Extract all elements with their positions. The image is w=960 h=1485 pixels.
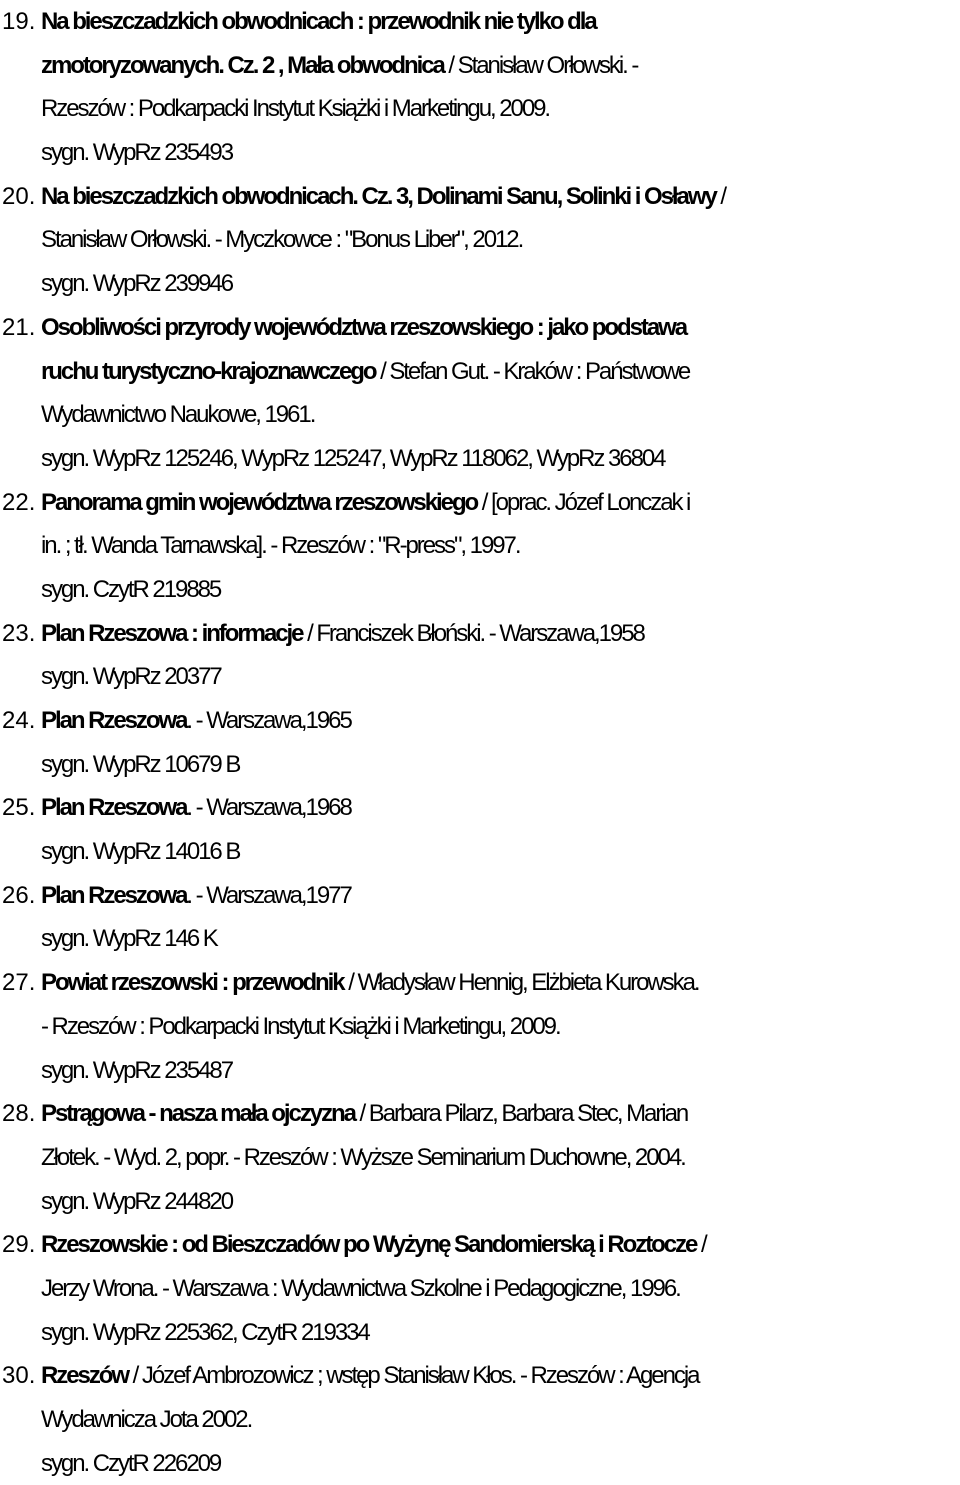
entry-line — [0, 655, 960, 699]
entry-number: 26. — [2, 881, 36, 909]
entry-line — [0, 1136, 960, 1180]
entry-title: Pstrągowa - nasza mała ojczyzna — [41, 1100, 355, 1128]
entry-number: 24. — [2, 707, 36, 734]
entry-line — [0, 874, 960, 918]
entry-text: / Władysław Hennig, Elżbieta Kurowska. — [343, 969, 699, 997]
bibliography-entry — [0, 481, 960, 612]
entry-line — [0, 1311, 960, 1355]
entry-line — [0, 131, 960, 175]
entry-title: Osobliwości przyrody województwa rzeszowskiego : jako podstawa — [41, 313, 687, 341]
entry-number: 28. — [2, 1100, 36, 1128]
entry-number: 23. — [2, 619, 36, 647]
bibliography-entry — [0, 612, 960, 699]
entry-number: 25. — [2, 794, 36, 822]
entry-line — [0, 0, 960, 44]
entry-line — [0, 524, 960, 568]
entry-text: sygn. WypRz 239946 — [41, 270, 233, 298]
entry-text: Jerzy Wrona. - Warszawa : Wydawnictwa Szkolne i Pedagogiczne, 1996. — [41, 1274, 680, 1302]
entry-line — [0, 699, 960, 743]
entry-text: Wydawnicza Jota 2002. — [41, 1406, 252, 1433]
entry-text: Złotek. - Wyd. 2, popr. - Rzeszów : Wyższe Seminarium Duchowne, 2004. — [41, 1143, 685, 1171]
entry-title: Na bieszczadzkich obwodnicach : przewodnik nie tylko dla — [41, 8, 596, 35]
entry-line — [0, 568, 960, 612]
bibliography-entry — [0, 306, 960, 481]
entry-line — [0, 1005, 960, 1049]
bibliography-entry — [0, 874, 960, 961]
entry-line — [0, 1092, 960, 1136]
entry-number: 29. — [2, 1231, 36, 1259]
entry-line — [0, 1267, 960, 1311]
entry-text: sygn. WypRz 20377 — [41, 663, 221, 691]
entry-title: Plan Rzeszowa — [41, 881, 187, 909]
bibliography-entry — [0, 1354, 960, 1485]
entry-text: sygn. WypRz 14016 B — [41, 838, 240, 866]
entry-title: zmotoryzowanych. Cz. 2 , Mała obwodnica — [41, 51, 444, 79]
entry-text: sygn. WypRz 125246, WypRz 125247, WypRz 118062, WypRz 36804 — [41, 444, 665, 472]
entry-text: sygn. CzytR 226209 — [41, 1449, 221, 1477]
entry-title: Na bieszczadzkich obwodnicach. Cz. 3, Dolinami Sanu, Solinki i Osławy — [41, 182, 716, 210]
bibliography-entry — [0, 786, 960, 873]
entry-title: Plan Rzeszowa — [41, 707, 187, 734]
entry-number: 30. — [2, 1362, 36, 1390]
entry-title: ruchu turystyczno-krajoznawczego — [41, 357, 376, 385]
entry-line — [0, 830, 960, 874]
bibliography-entry — [0, 1092, 960, 1223]
entry-title: Panorama gmin województwa rzeszowskiego — [41, 488, 478, 516]
entry-line — [0, 961, 960, 1005]
entry-number: 20. — [2, 182, 36, 210]
entry-text: / [oprac. Józef Lonczak i — [477, 488, 690, 516]
entry-line — [0, 262, 960, 306]
entry-text: - Rzeszów : Podkarpacki Instytut Książki i Marketingu, 2009. — [41, 1012, 560, 1040]
entry-text: / — [715, 182, 726, 210]
entry-text: / — [696, 1231, 706, 1259]
entry-title: Plan Rzeszowa : informacje — [41, 619, 303, 647]
entry-text: / Barbara Pilarz, Barbara Stec, Marian — [354, 1100, 688, 1128]
entry-line — [0, 218, 960, 262]
entry-line — [0, 1049, 960, 1093]
entry-number: 22. — [2, 488, 36, 516]
entry-text: / Józef Ambrozowicz ; wstęp Stanisław Kłos. - Rzeszów : Agencja — [128, 1362, 699, 1390]
entry-text: / Stefan Gut. - Kraków : Państwowe — [375, 357, 690, 385]
entry-line — [0, 1398, 960, 1442]
entry-line — [0, 306, 960, 350]
entry-line — [0, 1354, 960, 1398]
entry-line — [0, 1223, 960, 1267]
entry-title: Powiat rzeszowski : przewodnik — [41, 969, 344, 997]
entry-line — [0, 350, 960, 394]
entry-title: Plan Rzeszowa — [41, 794, 187, 822]
entry-title: Rzeszów — [41, 1362, 129, 1390]
entry-line — [0, 917, 960, 961]
entry-text: sygn. WypRz 235493 — [41, 139, 233, 167]
entry-line — [0, 481, 960, 525]
bibliography-entry — [0, 699, 960, 786]
entry-title: Rzeszowskie : od Bieszczadów po Wyżynę Sandomierską i Roztocze — [41, 1231, 697, 1259]
entry-text: Stanisław Orłowski. - Myczkowce : "Bonus Liber", 2012. — [41, 226, 523, 254]
bibliography-entry — [0, 1223, 960, 1354]
entry-line — [0, 87, 960, 131]
entry-text: . - Warszawa,1968 — [186, 794, 351, 822]
entry-number: 21. — [2, 313, 36, 341]
entry-line — [0, 437, 960, 481]
entry-text: in. ; tł. Wanda Tarnawska]. - Rzeszów : "R-press", 1997. — [41, 532, 520, 560]
bibliography-entry — [0, 961, 960, 1092]
entry-text: . - Warszawa,1965 — [186, 707, 351, 734]
entry-text: sygn. WypRz 235487 — [41, 1056, 233, 1084]
entry-text: / Franciszek Błoński. - Warszawa,1958 — [302, 619, 644, 647]
entry-line — [0, 393, 960, 437]
entry-line — [0, 786, 960, 830]
entry-line — [0, 1180, 960, 1224]
entry-text: Rzeszów : Podkarpacki Instytut Książki i Marketingu, 2009. — [41, 95, 550, 123]
entry-text: / Stanisław Orłowski. - — [443, 51, 638, 79]
entry-text: sygn. WypRz 244820 — [41, 1187, 233, 1215]
entry-text: . - Warszawa,1977 — [186, 881, 351, 909]
bibliography-entry — [0, 175, 960, 306]
entry-text: sygn. WypRz 10679 B — [41, 750, 240, 778]
bibliography-entry — [0, 0, 960, 175]
entry-line — [0, 44, 960, 88]
entry-line — [0, 1442, 960, 1485]
entry-line — [0, 612, 960, 656]
entry-number: 27. — [2, 969, 36, 997]
entry-line — [0, 175, 960, 219]
entry-text: sygn. WypRz 146 K — [41, 925, 217, 953]
entry-line — [0, 743, 960, 787]
entry-text: Wydawnictwo Naukowe, 1961. — [41, 401, 315, 429]
entry-text: sygn. CzytR 219885 — [41, 575, 221, 603]
entry-text: sygn. WypRz 225362, CzytR 219334 — [41, 1318, 369, 1346]
entry-number: 19. — [2, 8, 36, 35]
